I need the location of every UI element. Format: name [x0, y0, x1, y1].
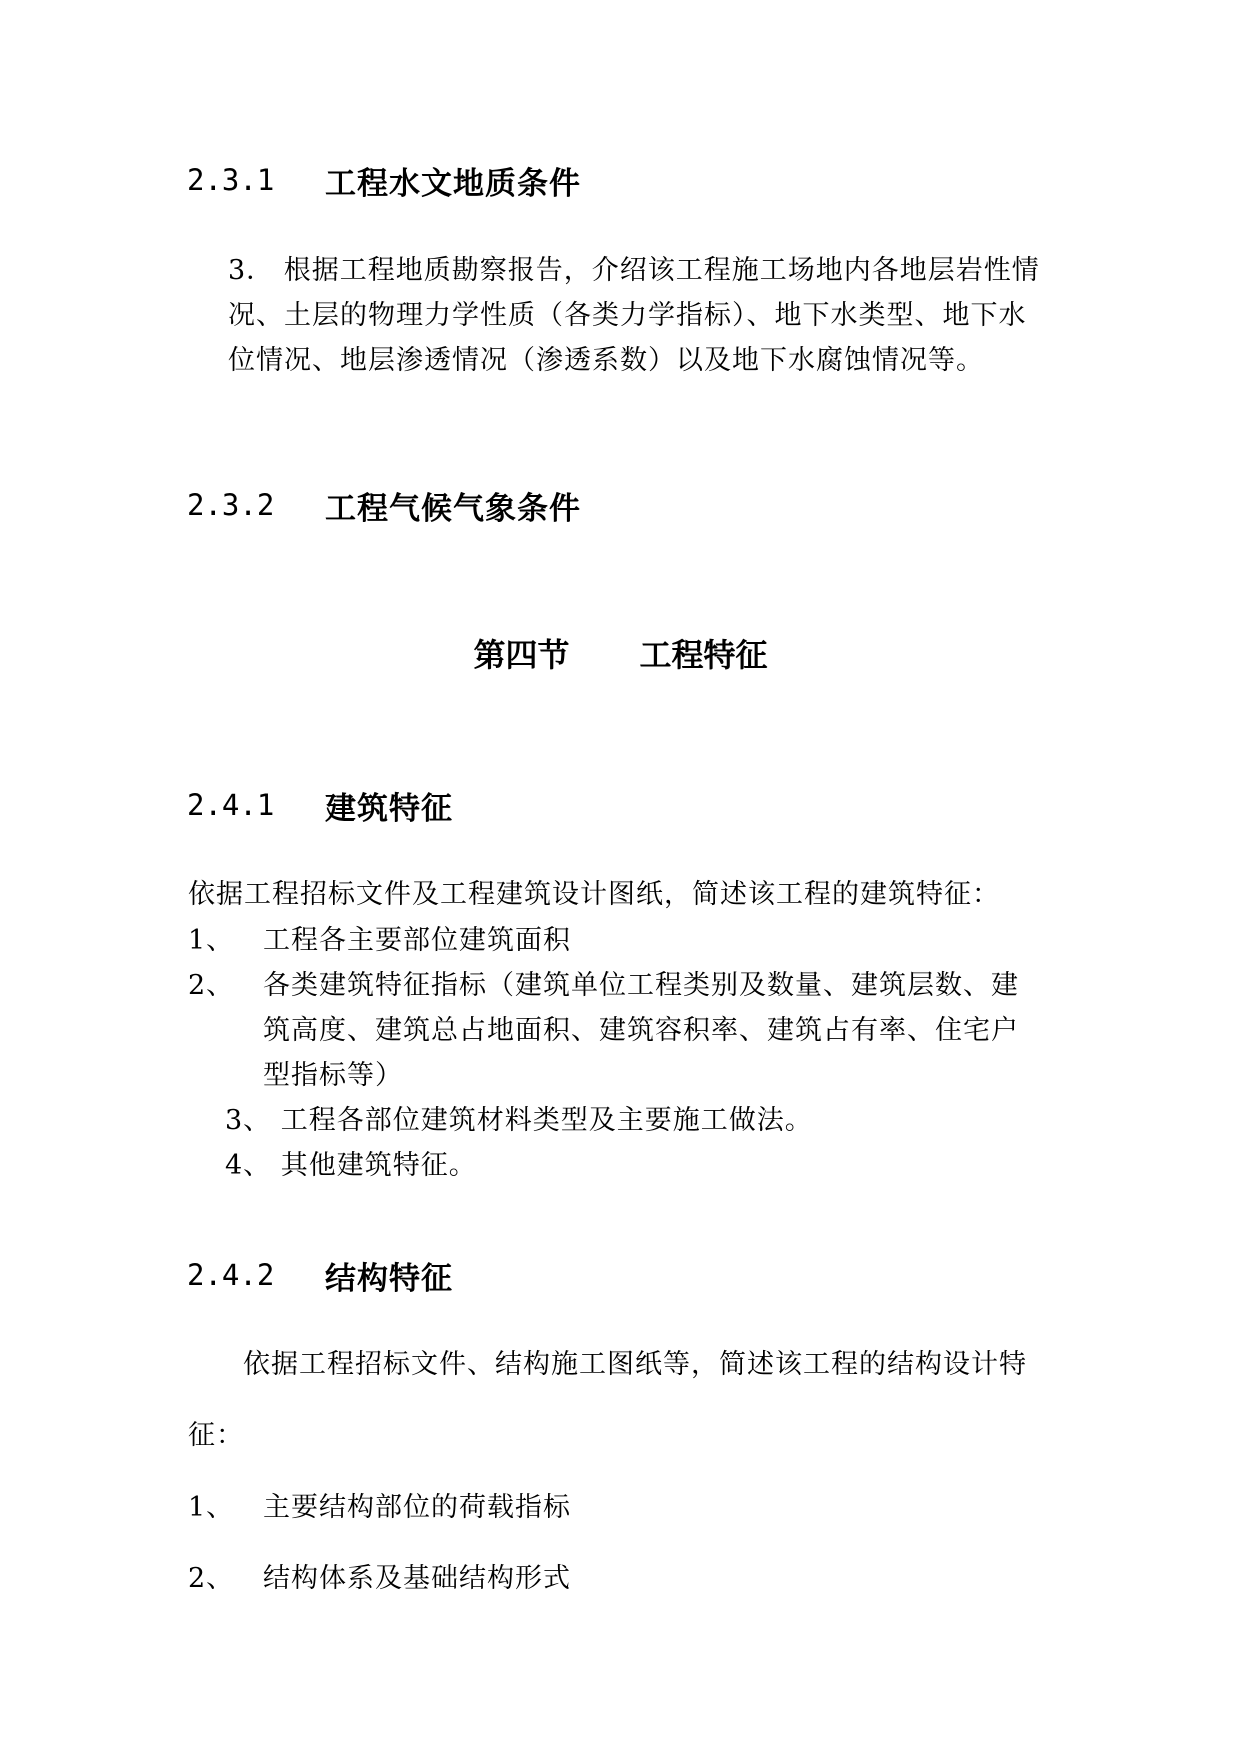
- heading-number: 2.4.1: [187, 788, 275, 822]
- heading-title: 工程气候气象条件: [325, 490, 581, 527]
- paragraph-line: 位情况、地层渗透情况（渗透系数）以及地下水腐蚀情况等。: [228, 345, 984, 376]
- list-item-continuation: 型指标等）: [263, 1060, 403, 1091]
- list-marker: 2、: [188, 1563, 235, 1594]
- heading-2-4-2: [187, 1250, 453, 1300]
- heading-title: 建筑特征: [325, 790, 453, 827]
- heading-2-4-1: [187, 780, 453, 830]
- list-item: 3、 工程各部位建筑材料类型及主要施工做法。: [225, 1105, 813, 1136]
- list-item-text: 各类建筑特征指标（建筑单位工程类别及数量、建筑层数、建: [263, 970, 1019, 1001]
- list-item: [188, 918, 571, 964]
- section-label: 第四节: [473, 636, 570, 674]
- section-title: [0, 630, 1241, 680]
- paragraph-line: 3． 根据工程地质勘察报告，介绍该工程施工场地内各地层岩性情: [228, 255, 1040, 286]
- intro-text: 依据工程招标文件及工程建筑设计图纸，简述该工程的建筑特征：: [188, 879, 1000, 910]
- heading-number: 2.3.2: [187, 488, 275, 522]
- section-name: 工程特征: [639, 636, 768, 674]
- list-item-text: 主要结构部位的荷载指标: [263, 1492, 571, 1523]
- heading-number: 2.4.2: [187, 1258, 275, 1292]
- intro-text: 依据工程招标文件、结构施工图纸等，简述该工程的结构设计特: [243, 1349, 1027, 1380]
- list-marker: 1、: [188, 1492, 235, 1523]
- list-item: [188, 963, 1019, 1009]
- heading-2-3-1: [187, 155, 581, 205]
- list-item-text: 工程各主要部位建筑面积: [263, 925, 571, 956]
- list-marker: 2、: [188, 970, 235, 1001]
- list-marker: 1、: [188, 925, 235, 956]
- paragraph-line: 况、土层的物理力学性质（各类力学指标）、地下水类型、地下水: [228, 300, 1027, 331]
- list-item: [188, 1485, 571, 1531]
- heading-title: 工程水文地质条件: [325, 165, 581, 202]
- heading-number: 2.3.1: [187, 163, 275, 197]
- list-item: [188, 1556, 571, 1602]
- list-item-text: 结构体系及基础结构形式: [263, 1563, 571, 1594]
- heading-2-3-2: [187, 480, 581, 530]
- intro-text-continuation: 征：: [188, 1420, 244, 1451]
- list-item: 4、 其他建筑特征。: [225, 1150, 477, 1181]
- heading-title: 结构特征: [325, 1260, 453, 1297]
- list-item-continuation: 筑高度、建筑总占地面积、建筑容积率、建筑占有率、住宅户: [263, 1015, 1019, 1046]
